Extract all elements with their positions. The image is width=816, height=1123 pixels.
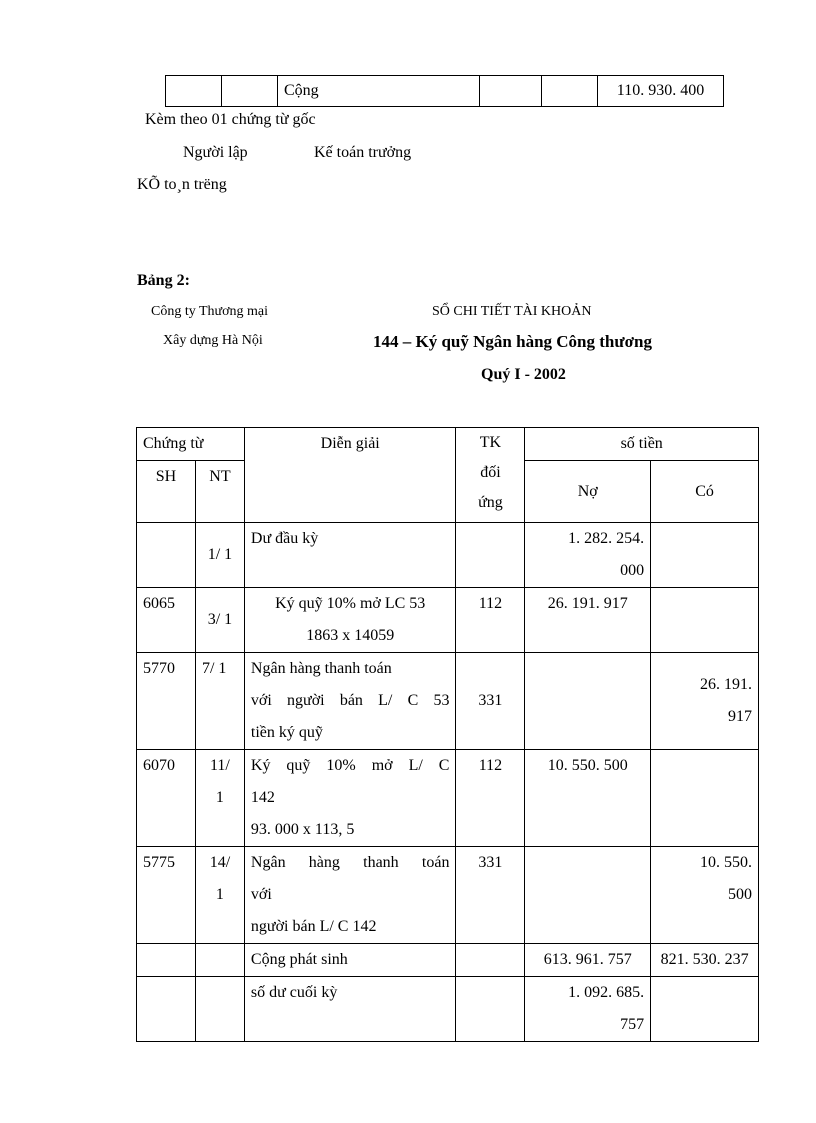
table-row: Cộng phát sinh 613. 961. 757 821. 530. 237 — [137, 944, 759, 977]
header-debit: Nợ — [525, 461, 651, 523]
total-label: Cộng — [278, 76, 480, 107]
summary-table — [165, 75, 724, 107]
table-row: 5775 14/ 1 Ngân hàng thanh toán với người bán L/ C 142 331 10. 550. 500 — [137, 847, 759, 944]
company-name-line1: Công ty Thương mại — [151, 304, 269, 319]
preparer-label: Người lập — [183, 144, 248, 161]
garbled-signature-text: KÕ to¸n trëng — [137, 176, 227, 193]
ledger-title: SỔ CHI TIẾT TÀI KHOẢN — [432, 304, 592, 319]
total-row — [166, 76, 724, 107]
header-account: TK đối ứng — [456, 428, 525, 523]
header-document: Chứng từ — [137, 428, 245, 461]
header-amount: số tiền — [525, 428, 759, 461]
header-nt: NT — [195, 461, 244, 523]
table-row: 5770 7/ 1 Ngân hàng thanh toán với người bán L/ C 53 tiền ký quỹ 331 26. 191. 917 — [137, 653, 759, 750]
header-row-1 — [137, 428, 759, 461]
total-amount: 110. 930. 400 — [598, 76, 724, 107]
table-row: 1/ 1 Dư đầu kỳ 1. 282. 254. 000 — [137, 523, 759, 588]
header-credit: Có — [651, 461, 759, 523]
ledger-period: Quý I - 2002 — [481, 366, 566, 383]
table-label: Bảng 2: — [137, 272, 190, 289]
ledger-table — [136, 427, 759, 1042]
table-row: 6070 11/ 1 Ký quỹ 10% mở L/ C 142 93. 000 x 113, 5 112 10. 550. 500 — [137, 750, 759, 847]
chief-accountant-label: Kế toán trưởng — [314, 144, 412, 161]
table-row: số dư cuối kỳ 1. 092. 685. 757 — [137, 977, 759, 1042]
ledger-subtitle: 144 – Ký quỹ Ngân hàng Công thương — [373, 332, 652, 351]
company-name-line2: Xây dựng Hà Nội — [163, 333, 263, 348]
table-row: 6065 3/ 1 Ký quỹ 10% mở LC 53 1863 x 14059 112 26. 191. 917 — [137, 588, 759, 653]
attachment-note: Kèm theo 01 chứng từ gốc — [145, 111, 316, 128]
header-sh: SH — [137, 461, 196, 523]
header-description: Diễn giải — [244, 428, 456, 523]
